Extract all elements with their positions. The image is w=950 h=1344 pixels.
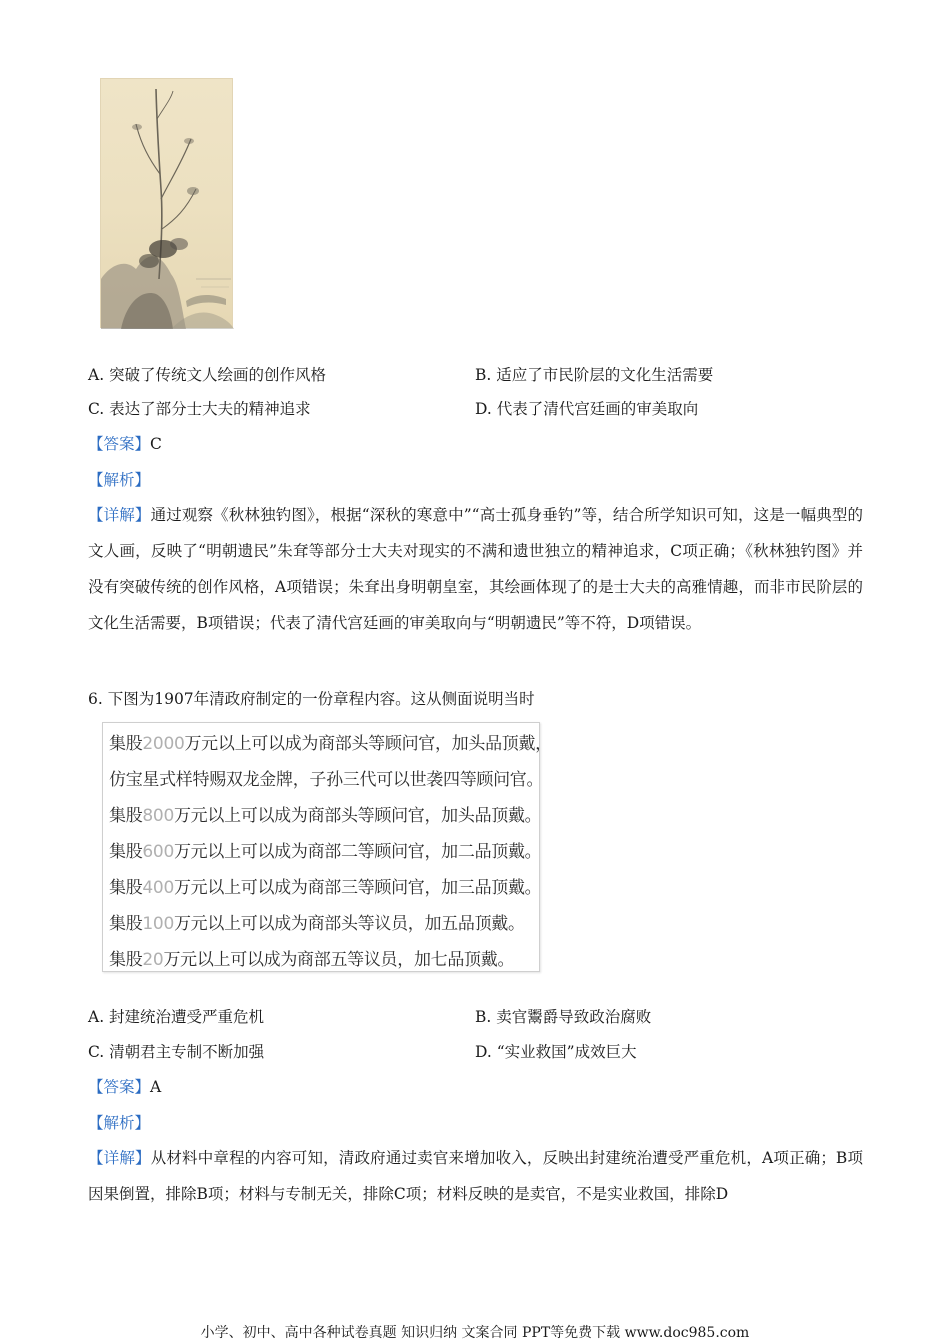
detail-label: 【详解】 xyxy=(88,506,151,524)
q6-regulation-table xyxy=(102,722,552,972)
table-line: 集股600万元以上可以成为商部二等顾问官，加二品顶戴。 xyxy=(109,842,542,862)
answer-label: 【答案】 xyxy=(88,1078,151,1096)
q6-option-d: D. “实业救国”成效巨大 xyxy=(475,1043,637,1061)
q6-answer xyxy=(88,1077,161,1097)
table-line: 集股400万元以上可以成为商部三等顾问官，加三品顶戴。 xyxy=(109,878,542,898)
q5-option-b: B. 适应了市民阶层的文化生活需要 xyxy=(475,366,714,384)
q6-analysis-label: 【解析】 xyxy=(88,1114,151,1132)
painting-image xyxy=(100,78,233,328)
q6-option-a: A. 封建统治遭受严重危机 xyxy=(88,1008,265,1026)
q6-detail-paragraph xyxy=(88,1140,863,1212)
page-footer: 小学、初中、高中各种试卷真题 知识归纳 文案合同 PPT等免费下载 www.doc985.com xyxy=(200,1325,750,1341)
q6-stem: 6. 下图为1907年清政府制定的一份章程内容。这从侧面说明当时 xyxy=(88,690,535,708)
ink-painting-illustration xyxy=(101,79,234,329)
q5-option-c: C. 表达了部分士大夫的精神追求 xyxy=(88,400,311,418)
detail-text: 通过观察《秋林独钓图》，根据“深秋的寒意中”“高士孤身垂钓”等，结合所学知识可知，这是一幅典型的文人画，反映了“明朝遗民”朱耷等部分士大夫对现实的不满和遗世独立的精神追求，C项正确；《秋林独钓图》并没有突破传统的创作风格，A项错误；朱耷出身明朝皇室，其绘画体现了的是士大夫的高雅情趣，而非市民阶层的文化生活需要，B项错误；代表了清代宫廷画的审美取向与“明朝遗民”等不符，D项错误。 xyxy=(88,506,863,632)
answer-value: A xyxy=(150,1078,162,1096)
q6-option-c: C. 清朝君主专制不断加强 xyxy=(88,1043,265,1061)
table-line: 仿宝星式样特赐双龙金牌，子孙三代可以世袭四等顾问官。 xyxy=(109,770,544,790)
q5-detail-paragraph xyxy=(88,497,863,641)
table-line: 集股100万元以上可以成为商部头等议员，加五品顶戴。 xyxy=(109,914,525,934)
table-line: 集股20万元以上可以成为商部五等议员，加七品顶戴。 xyxy=(109,950,515,970)
q5-answer xyxy=(88,434,162,454)
q6-option-b: B. 卖官鬻爵导致政治腐败 xyxy=(475,1008,652,1026)
q5-analysis-label: 【解析】 xyxy=(88,471,151,489)
table-line: 集股2000万元以上可以成为商部头等顾问官，加头品顶戴， xyxy=(109,734,552,754)
q5-option-d: D. 代表了清代宫廷画的审美取向 xyxy=(475,400,699,418)
table-line: 集股800万元以上可以成为商部头等顾问官，加头品顶戴。 xyxy=(109,806,542,826)
detail-text: 从材料中章程的内容可知，清政府通过卖官来增加收入，反映出封建统治遭受严重危机，A项正确；B项因果倒置，排除B项；材料与专制无关，排除C项；材料反映的是卖官，不是实业救国，排除D xyxy=(88,1149,863,1203)
detail-label: 【详解】 xyxy=(88,1149,151,1167)
q5-option-a: A. 突破了传统文人绘画的创作风格 xyxy=(88,366,327,384)
answer-value: C xyxy=(150,435,162,453)
answer-label: 【答案】 xyxy=(88,435,151,453)
